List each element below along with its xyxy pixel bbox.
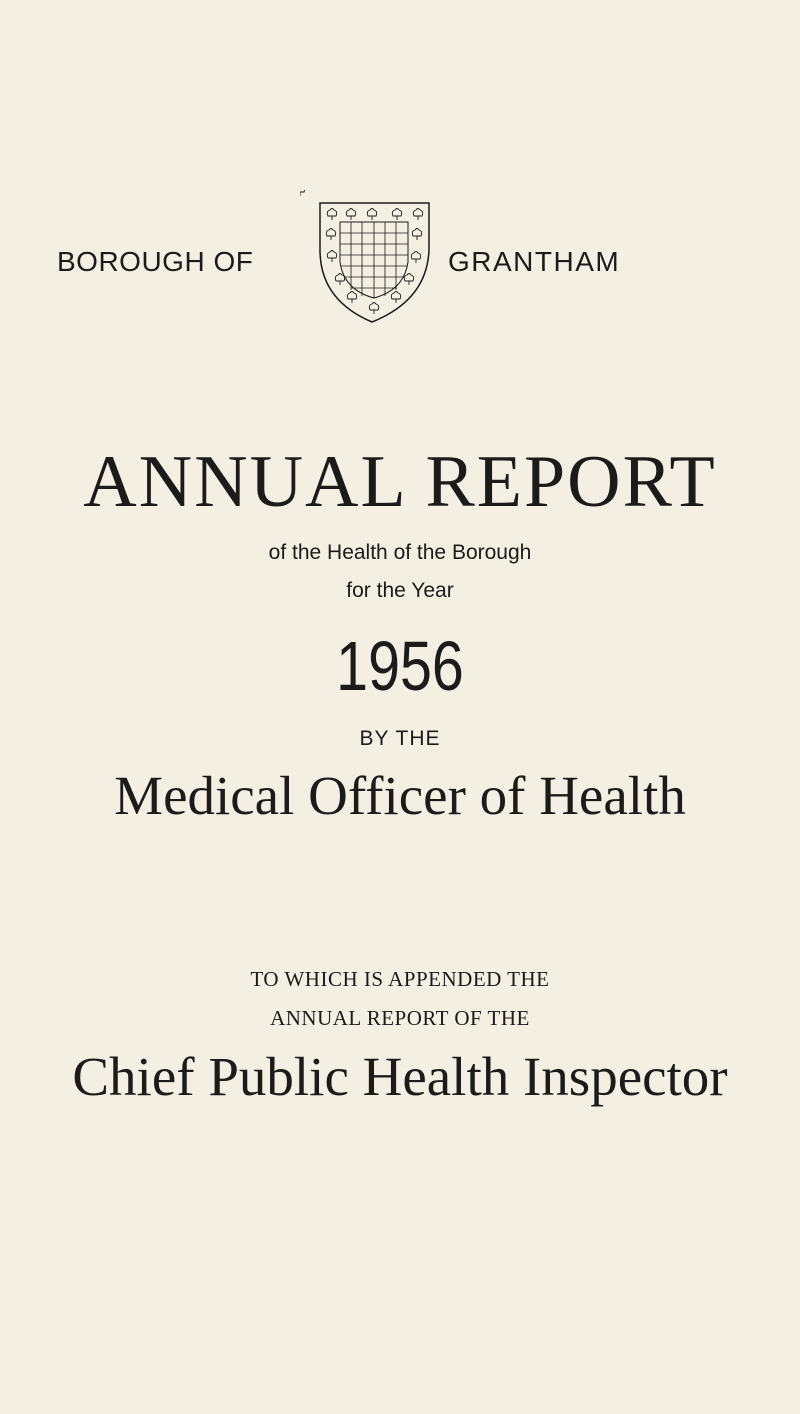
- appendix-line-1: TO WHICH IS APPENDED THE: [250, 967, 550, 991]
- coat-of-arms-icon: [300, 190, 450, 340]
- by-line: BY THE: [359, 727, 441, 750]
- subtitle-line-2: for the Year: [346, 579, 454, 602]
- author: Medical Officer of Health: [114, 765, 686, 826]
- subtitle-line-1: of the Health of the Borough: [268, 541, 532, 564]
- header-grantham: GRANTHAM: [448, 246, 621, 277]
- report-year: 1956: [336, 627, 464, 705]
- appendix-line-2: ANNUAL REPORT OF THE: [270, 1006, 530, 1030]
- header-borough-of: BOROUGH OF: [57, 246, 254, 277]
- report-title: ANNUAL REPORT: [83, 441, 717, 523]
- appendix-author: Chief Public Health Inspector: [72, 1046, 728, 1107]
